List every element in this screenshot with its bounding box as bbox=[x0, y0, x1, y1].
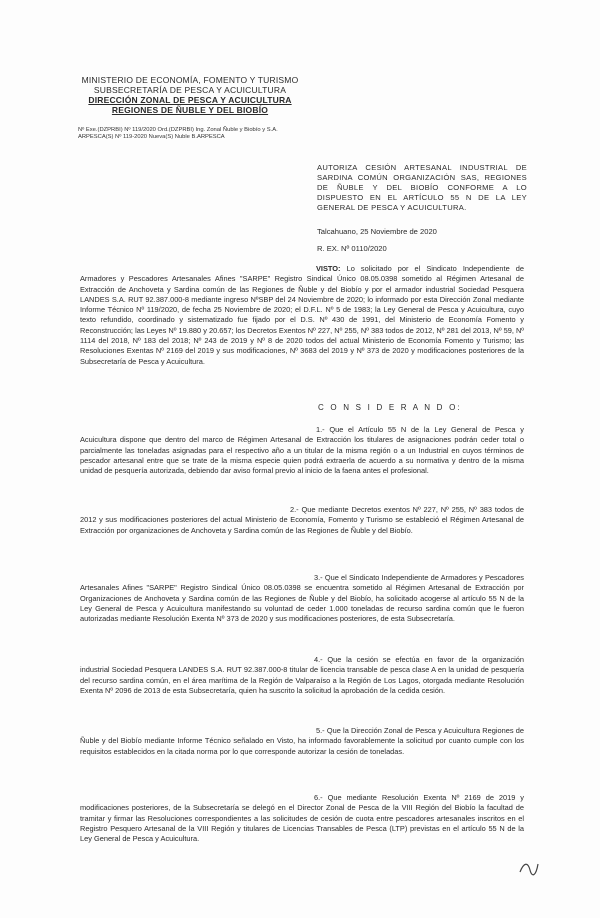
para-body: 383 todos de 2012 y sus modificaciones posteriores del actual Ministerio de Economía, Fomento y Turismo se estableció el Régimen Artesanal de Extracción por organizaciones de Anchoveta y Sardina común de las Regiones de Ñuble y del Biobío. bbox=[80, 505, 524, 535]
para-body: Acuicultura dispone que dentro del marco de Régimen Artesanal de Extracción los titulares de asignaciones podrán ceder total o parcialmente las toneladas asignadas para el respectivo año a un titular de la misma región o a un Industrial en cuyos términos de pescador artesanal entre que se trate de la misma especie quien podrá extraerla de acuerdo a su normativa y dentro de la misma unidad de pesquería autorizada, debiendo dar aviso formal previo al inicio de la faena antes el profesional. bbox=[80, 435, 524, 476]
para-lead: 2.- Que mediante Decretos exentos Nº 227, Nº 255, Nº bbox=[290, 505, 477, 514]
para-lead: 4.- Que la cesión se efectúa en favor de la organización bbox=[314, 655, 524, 664]
considerando-3 bbox=[80, 573, 524, 624]
ministry-line: MINISTERIO DE ECONOMÍA, FOMENTO Y TURISMO bbox=[81, 75, 299, 85]
regions-line: REGIONES DE ÑUBLE Y DEL BIOBÍO bbox=[111, 105, 269, 115]
initials-mark-icon bbox=[518, 858, 540, 878]
resolution-date: Talcahuano, 25 Noviembre de 2020 bbox=[317, 227, 437, 236]
direction-line: DIRECCIÓN ZONAL DE PESCA Y ACUICULTURA bbox=[88, 95, 292, 105]
para-lead: 5.- Que la Dirección Zonal de Pesca y Acuicultura bbox=[316, 726, 481, 735]
visto-body: Armadores y Pescadores Artesanales Afines "SARPE" Registro Sindical Único 08.05.0398 sometido al Régimen Artesanal de Extracción de Anchoveta y Sardina común de las Regiones de Ñuble y del Biobío y por el armador industrial Sociedad Pesquera LANDES S.A. RUT 92.387.000-8 mediante ingreso NºSBP del 24 Noviembre de 2020; lo informado por esta Dirección Zonal mediante Informe Técnico Nº 119/2020, de fecha 25 Noviembre de 2020; el D.F.L. Nº 5 de 1983; la Ley General de Pesca y Acuicultura, cuyo texto refundido, coordinado y sistematizado fue fijado por el D.S. Nº 430 de 1991, del Ministerio de Economía Fomento y Reconstrucción; las Leyes Nº 19.880 y 20.657; los Decretos Exentos Nº 227, Nº 255, Nº 383 todos de 2012, Nº 281 del 2013, Nº 59, Nº 1114 del 2018, Nº 183 del 2018; Nº 243 de 2019 y Nº 8 de 2020 todos del actual Ministerio de Economía Fomento y Turismo; las Resoluciones Exentas Nº 2169 del 2019 y sus modificaciones, Nº 3683 del 2019 y Nº 373 de 2020 y modificaciones posteriores de la Subsecretaría de Pesca y Acuicultura. bbox=[80, 274, 524, 366]
subsecretary-line: SUBSECRETARÍA DE PESCA Y ACUICULTURA bbox=[93, 85, 287, 95]
para-lead: 3.- Que el Sindicato Independiente de Armadores y bbox=[314, 573, 483, 582]
para-lead: 6.- Que mediante Resolución Exenta Nº 2169 de 2019 y bbox=[314, 793, 524, 802]
considerando-5 bbox=[80, 726, 524, 757]
resolution-subject: AUTORIZA CESIÓN ARTESANAL INDUSTRIAL DE SARDINA COMÚN ORGANIZACIÓN SAS, REGIONES DE ÑUBLE Y DEL BIOBÍO CONFORME A LO DISPUESTO EN EL ARTÍCULO 55 N DE LA LEY GENERAL DE PESCA Y ACUICULTURA. bbox=[317, 163, 527, 212]
considerando-4 bbox=[80, 655, 524, 696]
para-body: industrial Sociedad Pesquera LANDES S.A. RUT 92.387.000-8 titular de licencia transable de pesca clase A en la unidad de pesquería del recurso sardina común, en el área marítima de la Región de Valparaíso a la Región de Los Lagos, otorgada mediante Resolución Exenta Nº 2096 de 2013 de esta Subsecretaría, quien ha suscrito la solicitud la aprobación de la cedida cesión. bbox=[80, 665, 524, 695]
visto-label: VISTO: bbox=[316, 264, 341, 273]
para-lead: 1.- Que el Artículo 55 N de la Ley General de Pesca y bbox=[316, 425, 524, 434]
para-body: modificaciones posteriores, de la Subsecretaría se delegó en el Director Zonal de Pesca de la VIII Región del Biobío la facultad de tramitar y firmar las Resoluciones correspondientes a las solicitudes de cesión de cuota entre pescadores artesanales inscritos en el Registro Pesquero Artesanal de la VIII Región y titulares de Licencias Transables de Pesca (LTP) previstas en el artículo 55 N de la Ley General de Pesca y Acuicultura. bbox=[80, 803, 524, 844]
visto-lead: Lo solicitado por el Sindicato Independiente de bbox=[346, 264, 524, 273]
resolution-number: R. EX. Nº 0110/2020 bbox=[317, 244, 387, 253]
considerando-2 bbox=[80, 505, 524, 536]
visto-section bbox=[80, 264, 524, 367]
considerando-title: C O N S I D E R A N D O: bbox=[318, 403, 462, 412]
letterhead bbox=[80, 75, 300, 115]
para-body: Regiones de Ñuble y del Biobío mediante Informe Técnico señalado en Visto, ha informado favorablemente la solicitud por cuanto cumple con los requisitos establecidos en la citada norma por lo que corresponde autorizar la cesión de toneladas. bbox=[80, 726, 524, 756]
considerando-1 bbox=[80, 425, 524, 476]
reference-line: Nº Exe.(DZPRBI) Nº 119/2020 Ord.(DZPRBI) Ing. Zonal Ñuble y Biobío y S.A. ARPESCA(S) Nº 119-2020 Nueva(S) Nuble B.ARPESCA bbox=[78, 127, 278, 140]
para-body: Pescadores Artesanales Afines "SARPE" Registro Sindical Único 08.05.0398 se encuentra sometido al Régimen Artesanal de Extracción por Organizaciones de Anchoveta y Sardina común de las Regiones de Ñuble y del Biobío, ha solicitado acogerse al artículo 55 N de la Ley General de Pesca y Acuicultura manifestando su voluntad de ceder 1.000 toneladas de recurso sardina común que le fueron autorizadas mediante Resolución Exenta Nº 373 de 2020 y sus modificaciones posteriores, de esta Subsecretaría. bbox=[80, 573, 524, 624]
considerando-6 bbox=[80, 793, 524, 844]
